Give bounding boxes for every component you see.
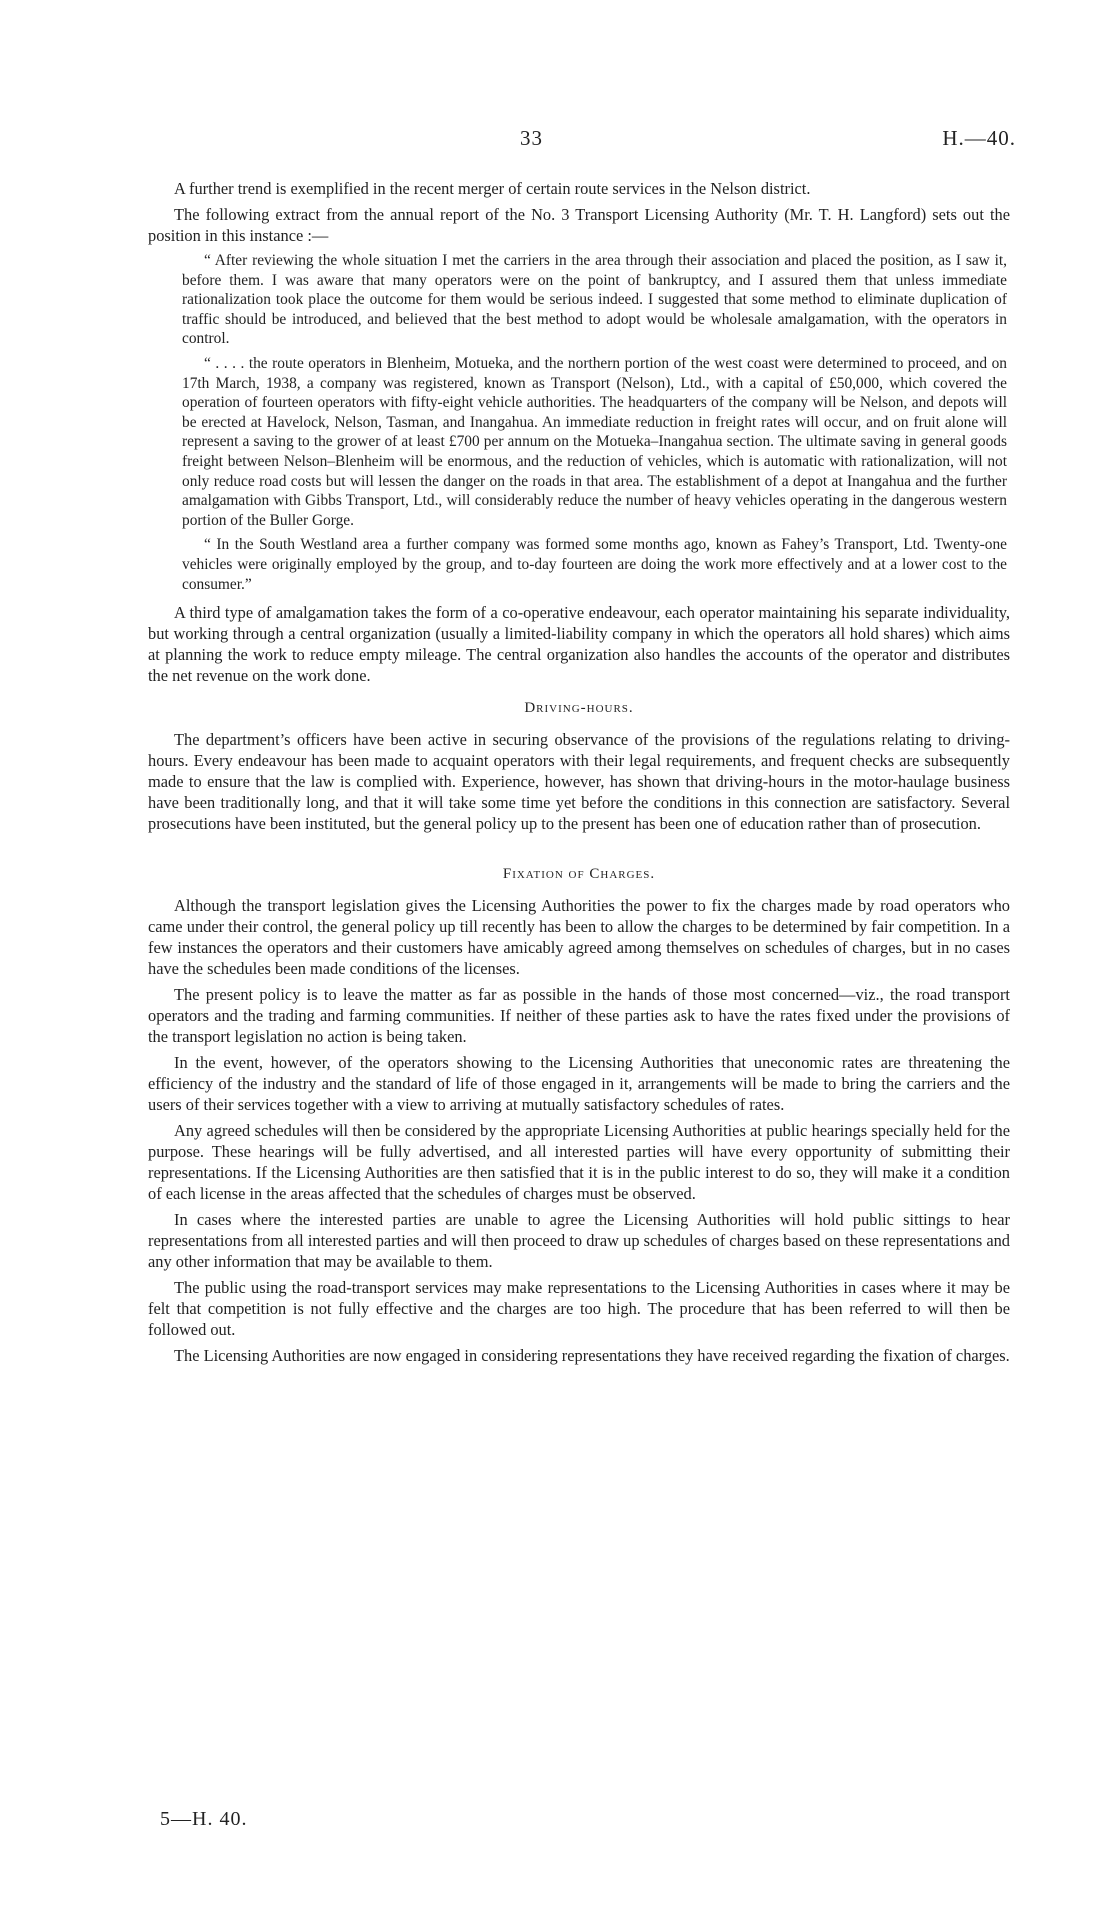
quote-paragraph: “ In the South Westland area a further company was formed some months ago, known as Fahey’s Transport, Ltd. Twenty-one vehicles were originally employed by the group, and to-day fourteen are doing the work more effectively and at a lower cost to the consumer.” (182, 536, 1007, 593)
document-body (148, 178, 1010, 1371)
section-heading-fixation-of-charges: Fixation of Charges. (502, 866, 656, 883)
section-heading-driving-hours: Driving-hours. (524, 700, 634, 717)
page-header (0, 126, 1114, 156)
quote-paragraph: “ After reviewing the whole situation I met the carriers in the area through their association and placed the position, as I saw it, before them. I was aware that many operators were on the point of bankruptcy, and I assured them that unless immediate rationalization took place the outcome for them would be serious indeed. I suggested that some method to eliminate duplication of traffic should be introduced, and believed that the best method to adopt would be wholesale amalgamation, with the operators in control. (182, 252, 1007, 348)
paragraph: The Licensing Authorities are now engaged in considering representations they have received regarding the fixation of charges. (174, 1346, 1010, 1366)
quote-paragraph: “ . . . . the route operators in Blenheim, Motueka, and the northern portion of the west coast were determined to proceed, and on 17th March, 1938, a company was registered, known as Transport (Nelson), Ltd., with a capital of £50,000, which covered the operation of fourteen operators with fifty-eight vehicle authorities. The headquarters of the company will be Nelson, and depots will be erected at Havelock, Nelson, Tasman, and Inangahua. An immediate reduction in freight rates will occur, and on fruit alone will represent a saving to the grower of at least £700 per annum on the Motueka–Inangahua section. The ultimate saving in general goods freight between Nelson–Blenheim will be enormous, and the reduction of vehicles, which is automatic with rationalization, will not only reduce road costs but will lessen the danger on the roads in that area. The establishment of a depot at Inangahua and the further amalgamation with Gibbs Transport, Ltd., will considerably reduce the number of heavy vehicles operating in the dangerous western portion of the Buller Gorge. (182, 354, 1007, 529)
page-number: 33 (520, 126, 543, 150)
paragraph: In the event, however, of the operators showing to the Licensing Authorities that uneconomic rates are threatening the efficiency of the industry and the standard of life of those engaged in it, arrangements will be made to bring the carriers and the users of their services together with a view to arriving at mutually satisfactory schedules of rates. (148, 1053, 1010, 1115)
paragraph: The department’s officers have been active in securing observance of the provisions of the regulations relating to driving-hours. Every endeavour has been made to acquaint operators with their legal requirements, and frequent checks are subsequently made to ensure that the law is complied with. Experience, however, has shown that driving-hours in the motor-haulage business have been traditionally long, and that it will take some time yet before the conditions in this connection are satisfactory. Several prosecutions have been instituted, but the general policy up to the present has been one of education rather than of prosecution. (148, 730, 1010, 834)
paragraph: The present policy is to leave the matter as far as possible in the hands of those most concerned—viz., the road transport operators and the trading and farming communities. If neither of these parties ask to have the rates fixed under the provisions of the transport legislation no action is being taken. (148, 985, 1010, 1047)
paragraph: A further trend is exemplified in the recent merger of certain route services in the Nelson district. (174, 179, 811, 198)
document-reference: H.—40. (942, 126, 1016, 150)
paragraph: The following extract from the annual report of the No. 3 Transport Licensing Authority (Mr. T. H. Langford) sets out the position in this instance :— (148, 205, 1010, 245)
signature-reference: 5—H. 40. (160, 1808, 248, 1830)
block-quote (148, 251, 1010, 594)
paragraph: The public using the road-transport services may make representations to the Licensing Authorities in cases where it may be felt that competition is not fully effective and the charges are too high. The procedure that has been referred to will then be followed out. (148, 1278, 1010, 1340)
paragraph: In cases where the interested parties are unable to agree the Licensing Authorities will hold public sittings to hear representations from all interested parties and will then proceed to draw up schedules of charges based on these representations and any other information that may be available to them. (148, 1210, 1010, 1272)
paragraph: A third type of amalgamation takes the form of a co-operative endeavour, each operator maintaining his separate individuality, but working through a central organization (usually a limited-liability company in which the operators all hold shares) which aims at planning the work to reduce empty mileage. The central organization also handles the accounts of the operator and distributes the net revenue on the work done. (148, 603, 1010, 686)
paragraph: Any agreed schedules will then be considered by the appropriate Licensing Authorities at public hearings specially held for the purpose. These hearings will be fully advertised, and all interested parties will have every opportunity of submitting their representations. If the Licensing Authorities are then satisfied that it is in the public interest to do so, they will make it a condition of each license in the areas affected that the schedules of charges must be observed. (148, 1121, 1010, 1204)
paragraph: Although the transport legislation gives the Licensing Authorities the power to fix the charges made by road operators who came under their control, the general policy up till recently has been to allow the charges to be determined by fair competition. In a few instances the operators and their customers have amicably agreed among themselves on schedules of charges, but in no cases have the schedules been made conditions of the licenses. (148, 896, 1010, 979)
